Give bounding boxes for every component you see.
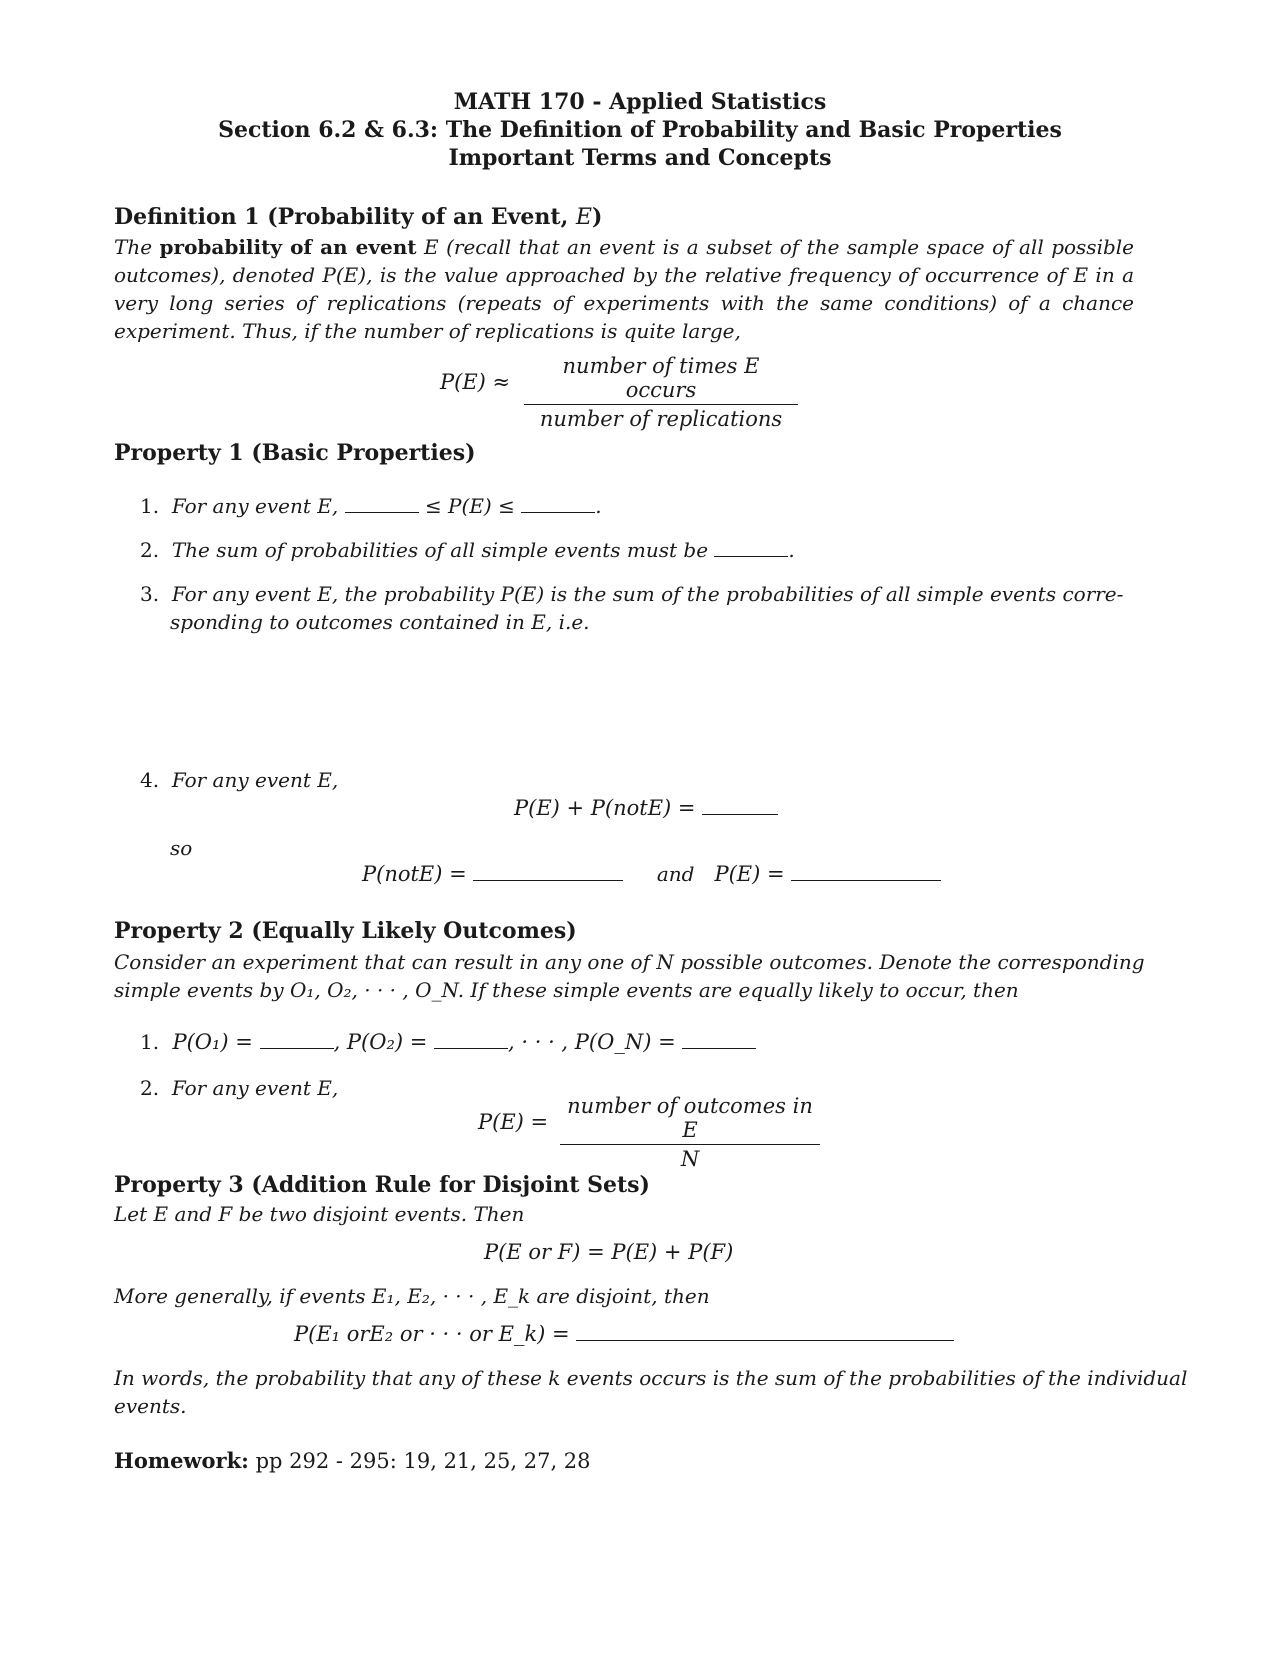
property3-heading: Property 3 (Addition Rule for Disjoint Sets) bbox=[114, 1172, 650, 1198]
property1-item4-formula: P(E) + P(notE) = bbox=[514, 796, 778, 820]
property1-item3-cont: sponding to outcomes contained in E, i.e. bbox=[170, 610, 590, 634]
property3-words-line2: events. bbox=[114, 1394, 187, 1418]
section-title: Section 6.2 & 6.3: The Definition of Probability and Basic Properties bbox=[218, 117, 1062, 143]
fraction-numerator: number of times E occurs bbox=[524, 354, 798, 405]
property3-general-formula: P(E₁ orE₂ or · · · or E_k) = bbox=[294, 1322, 954, 1346]
property3-formula: P(E or F) = P(E) + P(F) bbox=[484, 1240, 734, 1264]
property2-item2: 2. For any event E, bbox=[140, 1076, 339, 1100]
so-label: so bbox=[170, 836, 193, 860]
property2-formula-lhs: P(E) = bbox=[478, 1110, 549, 1134]
property2-heading: Property 2 (Equally Likely Outcomes) bbox=[114, 918, 577, 944]
definition1-fraction bbox=[524, 354, 798, 431]
answer-blank[interactable] bbox=[576, 1322, 954, 1341]
answer-blank[interactable] bbox=[473, 862, 623, 881]
property1-item3: 3. For any event E, the probability P(E) is the sum of the probabilities of all simple events corre- bbox=[140, 582, 1124, 606]
answer-blank[interactable] bbox=[702, 796, 778, 815]
property2-text-line2: simple events by O₁, O₂, · · · , O_N. If these simple events are equally likely to occur, then bbox=[114, 978, 1019, 1002]
property1-item4: 4. For any event E, bbox=[140, 768, 339, 792]
fraction-denominator: number of replications bbox=[539, 407, 783, 431]
homework bbox=[114, 1448, 591, 1473]
definition1-text: The probability of an event E (recall that an event is a subset of the sample space of all possible outcomes), denoted P(E), is the value approached by the relative frequency of occurrence of E in a very long series of replications (repeats of experiments with the same conditions) of a chance experiment. Thus, if the number of replications is quite large, bbox=[114, 235, 1135, 343]
property1-heading: Property 1 (Basic Properties) bbox=[114, 440, 476, 466]
property2-fraction bbox=[560, 1094, 820, 1171]
definition1-heading: Definition 1 (Probability of an Event, E) bbox=[114, 204, 603, 230]
property3-text: Let E and F be two disjoint events. Then bbox=[114, 1202, 525, 1226]
answer-blank[interactable] bbox=[434, 1030, 508, 1049]
answer-blank[interactable] bbox=[521, 494, 595, 513]
property2-item1: 1. P(O₁) = , P(O₂) = , · · · , P(O_N) = bbox=[140, 1030, 756, 1054]
answer-blank[interactable] bbox=[345, 494, 419, 513]
answer-blank[interactable] bbox=[682, 1030, 756, 1049]
subtitle: Important Terms and Concepts bbox=[448, 145, 832, 171]
answer-blank[interactable] bbox=[714, 538, 788, 557]
property3-general: More generally, if events E₁, E₂, · · · , E_k are disjoint, then bbox=[114, 1284, 710, 1308]
homework-label: Homework: bbox=[114, 1448, 249, 1473]
answer-blank[interactable] bbox=[260, 1030, 334, 1049]
property1-complement-formula: P(notE) = and P(E) = bbox=[362, 862, 941, 886]
property3-words-line1: In words, the probability that any of these k events occurs is the sum of the probabilities of the individual bbox=[114, 1366, 1188, 1390]
answer-blank[interactable] bbox=[791, 862, 941, 881]
fraction-numerator: number of outcomes in E bbox=[560, 1094, 820, 1145]
property1-item2: 2. The sum of probabilities of all simple events must be . bbox=[140, 538, 795, 562]
course-title: MATH 170 - Applied Statistics bbox=[453, 89, 827, 115]
homework-text: pp 292 - 295: 19, 21, 25, 27, 28 bbox=[255, 1449, 591, 1473]
fraction-denominator: N bbox=[680, 1147, 700, 1171]
property1-item1: 1. For any event E, ≤ P(E) ≤ . bbox=[140, 494, 602, 518]
definition1-formula-lhs: P(E) ≈ bbox=[440, 370, 511, 394]
property2-text-line1: Consider an experiment that can result in any one of N possible outcomes. Denote the corresponding bbox=[114, 950, 1145, 974]
